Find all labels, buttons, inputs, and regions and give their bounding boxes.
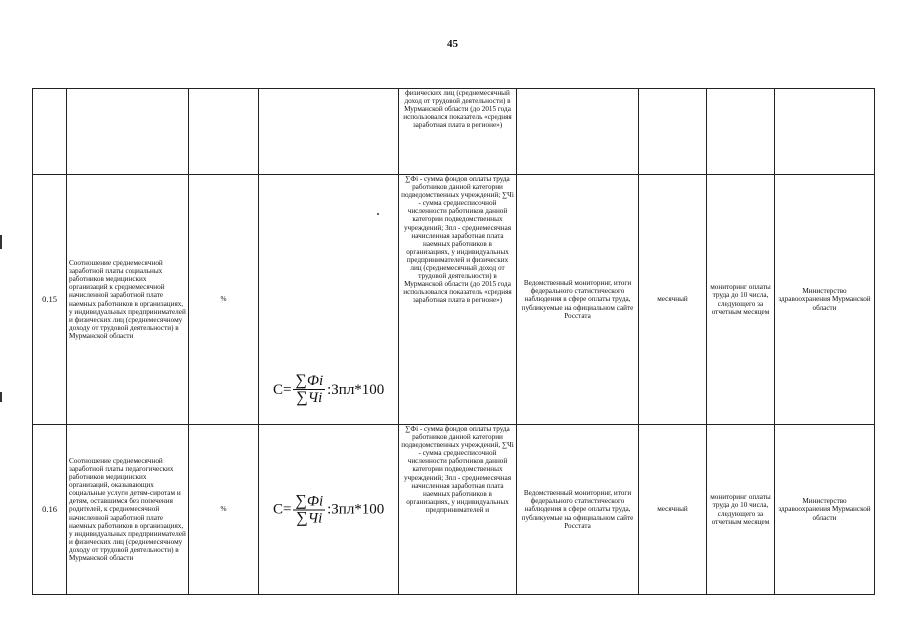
indicator-formula xyxy=(259,89,399,175)
indicator-formula xyxy=(259,425,399,595)
formula-denominator-var: Чi xyxy=(307,390,323,406)
indicator-name: Соотношение среднемесячной заработной платы педагогических работников медицинских организаций, оказывающих социальные услуги детям-сиротам и детям, оставшимся без попечения родителей, к среднемесячной начисленной заработной плате наемных работников в организациях, у индивидуальных предпринимателей и физических лиц (среднемесячному доходу от трудовой деятельности) в Мурманской области xyxy=(67,425,189,595)
indicator-unit: % xyxy=(189,425,259,595)
indicator-responsible: Министерство здравоохранения Мурманской области xyxy=(775,175,875,425)
sum-symbol: ∑ xyxy=(295,372,307,389)
formula-expression xyxy=(273,373,384,406)
indicator-responsible xyxy=(775,89,875,175)
formula-expression xyxy=(273,493,384,526)
indicator-period: месячный xyxy=(639,175,707,425)
formula-denominator-var: Чi xyxy=(307,510,323,526)
indicator-number: 0.16 xyxy=(33,425,67,595)
formula-denominator xyxy=(294,510,324,526)
indicator-responsible: Министерство здравоохранения Мурманской области xyxy=(775,425,875,595)
formula-numerator-var: Фi xyxy=(306,493,324,509)
table-row xyxy=(33,89,875,175)
formula-numerator xyxy=(293,493,325,510)
indicator-source: Ведомственный мониторинг, итоги федерального статистического наблюдения в сфере оплаты труда, публикуемые на официальном сайте Росстата xyxy=(517,425,639,595)
indicators-table xyxy=(32,88,875,595)
formula-rest: :Зпл*100 xyxy=(327,501,385,518)
formula-rest: :Зпл*100 xyxy=(327,381,385,398)
table-row xyxy=(33,175,875,425)
sum-symbol: ∑ xyxy=(295,492,307,509)
page-number: 45 xyxy=(447,38,458,50)
sum-symbol: ∑ xyxy=(296,389,308,406)
formula-denominator xyxy=(294,390,324,406)
sum-symbol: ∑ xyxy=(296,509,308,526)
indicator-period xyxy=(639,89,707,175)
indicator-formula xyxy=(259,175,399,425)
indicator-deadline: мониторинг оплаты труда до 10 числа, следующего за отчетным месяцем xyxy=(707,425,775,595)
indicator-deadline xyxy=(707,89,775,175)
formula-lhs: C= xyxy=(273,381,292,398)
margin-mark xyxy=(0,392,2,402)
indicator-number: 0.15 xyxy=(33,175,67,425)
indicator-source xyxy=(517,89,639,175)
indicator-description: ∑Фi - сумма фондов оплаты труда работников данной категории подведомственных учреждений, ∑Чi - сумма среднесписочной численности работников данной категории подведомственных учреждений; Зпл - среднемесячная начисленная заработная плата наемных работников в организациях, у индивидуальных предпринимателей и xyxy=(399,425,517,595)
indicator-period: месячный xyxy=(639,425,707,595)
formula-numerator xyxy=(293,373,325,390)
indicator-name: Соотношение среднемесячной заработной платы социальных работников медицинских организаций к среднемесячной начисленной заработной плате наемных работников в организациях, у индивидуальных предпринимателей и физических лиц (среднемесячному доходу от трудовой деятельности) в Мурманской области xyxy=(67,175,189,425)
indicator-description: ∑Фi - сумма фондов оплаты труда работников данной категории подведомственных учреждений; ∑Чi - сумма среднесписочной численности работников данной категории подведомственных учреждений; Зпл - среднемесячная начисленная заработная плата наемных работников в организациях, у индивидуальных предпринимателей и физических лиц (среднемесячный доход от трудовой деятельности) в Мурманской области (до 2015 года использовался показатель «средняя заработная плата в регионе») xyxy=(399,175,517,425)
formula-lhs: C= xyxy=(273,501,292,518)
margin-mark xyxy=(0,235,2,249)
scan-speck xyxy=(377,213,379,215)
indicator-number xyxy=(33,89,67,175)
indicator-name xyxy=(67,89,189,175)
indicator-unit: % xyxy=(189,175,259,425)
indicator-source: Ведомственный мониторинг, итоги федерального статистического наблюдения в сфере оплаты труда, публикуемые на официальном сайте Росстата xyxy=(517,175,639,425)
formula-numerator-var: Фi xyxy=(306,373,324,389)
table-row xyxy=(33,425,875,595)
indicator-unit xyxy=(189,89,259,175)
indicator-description: физических лиц (среднемесячный доход от трудовой деятельности) в Мурманской области (до 2015 года использовался показатель «средняя заработная плата в регионе») xyxy=(399,89,517,175)
indicator-deadline: мониторинг оплаты труда до 10 числа, следующего за отчетным месяцем xyxy=(707,175,775,425)
formula-fraction xyxy=(293,493,325,526)
formula-fraction xyxy=(293,373,325,406)
